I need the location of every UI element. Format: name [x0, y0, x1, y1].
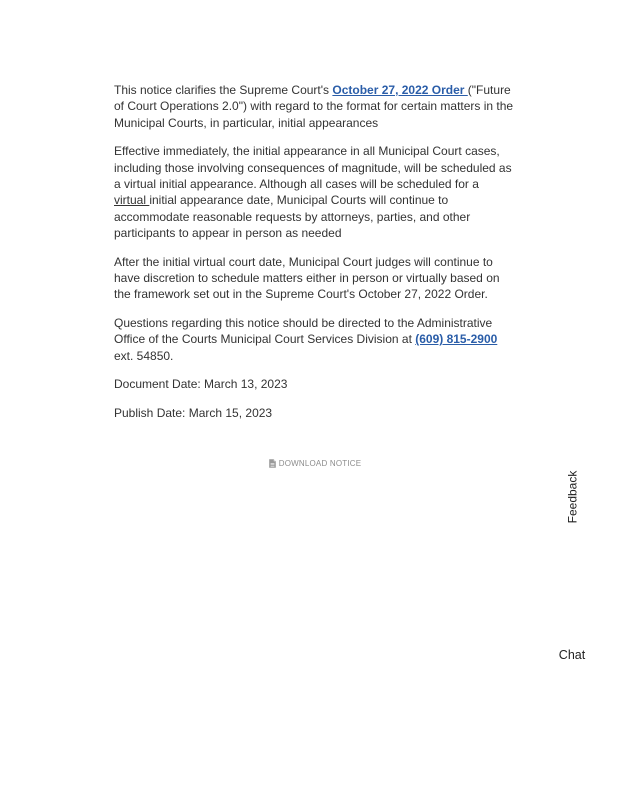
chat-label: Chat [558, 648, 586, 662]
notice-body [114, 82, 514, 434]
feedback-label: Feedback [565, 470, 580, 524]
document-icon [269, 459, 276, 468]
download-notice-label: DOWNLOAD NOTICE [278, 459, 362, 468]
questions-text-before: Questions regarding this notice should be directed to the Administrative Office of the Courts Municipal Court Services Division at [114, 315, 493, 347]
intro-text-after: ("Future of Court Operations 2.0") with regard to the format for certain matters in the Municipal Courts, in particular, initial appearances [114, 83, 514, 130]
download-notice-row [0, 459, 618, 470]
chat-button[interactable] [552, 645, 592, 665]
notice-paragraph-after-initial: After the initial virtual court date, Municipal Court judges will continue to have discretion to schedule matters either in person or virtually based on the framework set out in the Supreme Court's October 27, 2022 Order. [114, 254, 500, 302]
phone-link[interactable]: (609) 815-2900 [415, 332, 498, 347]
publish-date: Publish Date: March 15, 2023 [114, 406, 273, 420]
download-notice-link[interactable] [269, 459, 362, 468]
document-date: Document Date: March 13, 2023 [114, 377, 288, 392]
feedback-tab[interactable] [561, 466, 583, 528]
virtual-link[interactable]: virtual [114, 193, 150, 208]
notice-paragraph-questions [114, 315, 514, 364]
notice-paragraph-effective [114, 143, 514, 241]
effective-text-after: initial appearance date, Municipal Courts will continue to accommodate reasonable requests by attorneys, parties, and other participants to appear in person as needed [114, 193, 471, 241]
questions-text-after: ext. 54850. [114, 348, 174, 363]
effective-text-before: Effective immediately, the initial appearance in all Municipal Court cases, including those involving consequences of magnitude, will be scheduled as a virtual initial appearance. Although all cases will be scheduled for a [114, 144, 512, 192]
intro-text-before: This notice clarifies the Supreme Court's [114, 83, 333, 97]
october-27-2022-order-link[interactable]: October 27, 2022 Order [332, 83, 468, 97]
notice-paragraph-intro [114, 82, 514, 131]
